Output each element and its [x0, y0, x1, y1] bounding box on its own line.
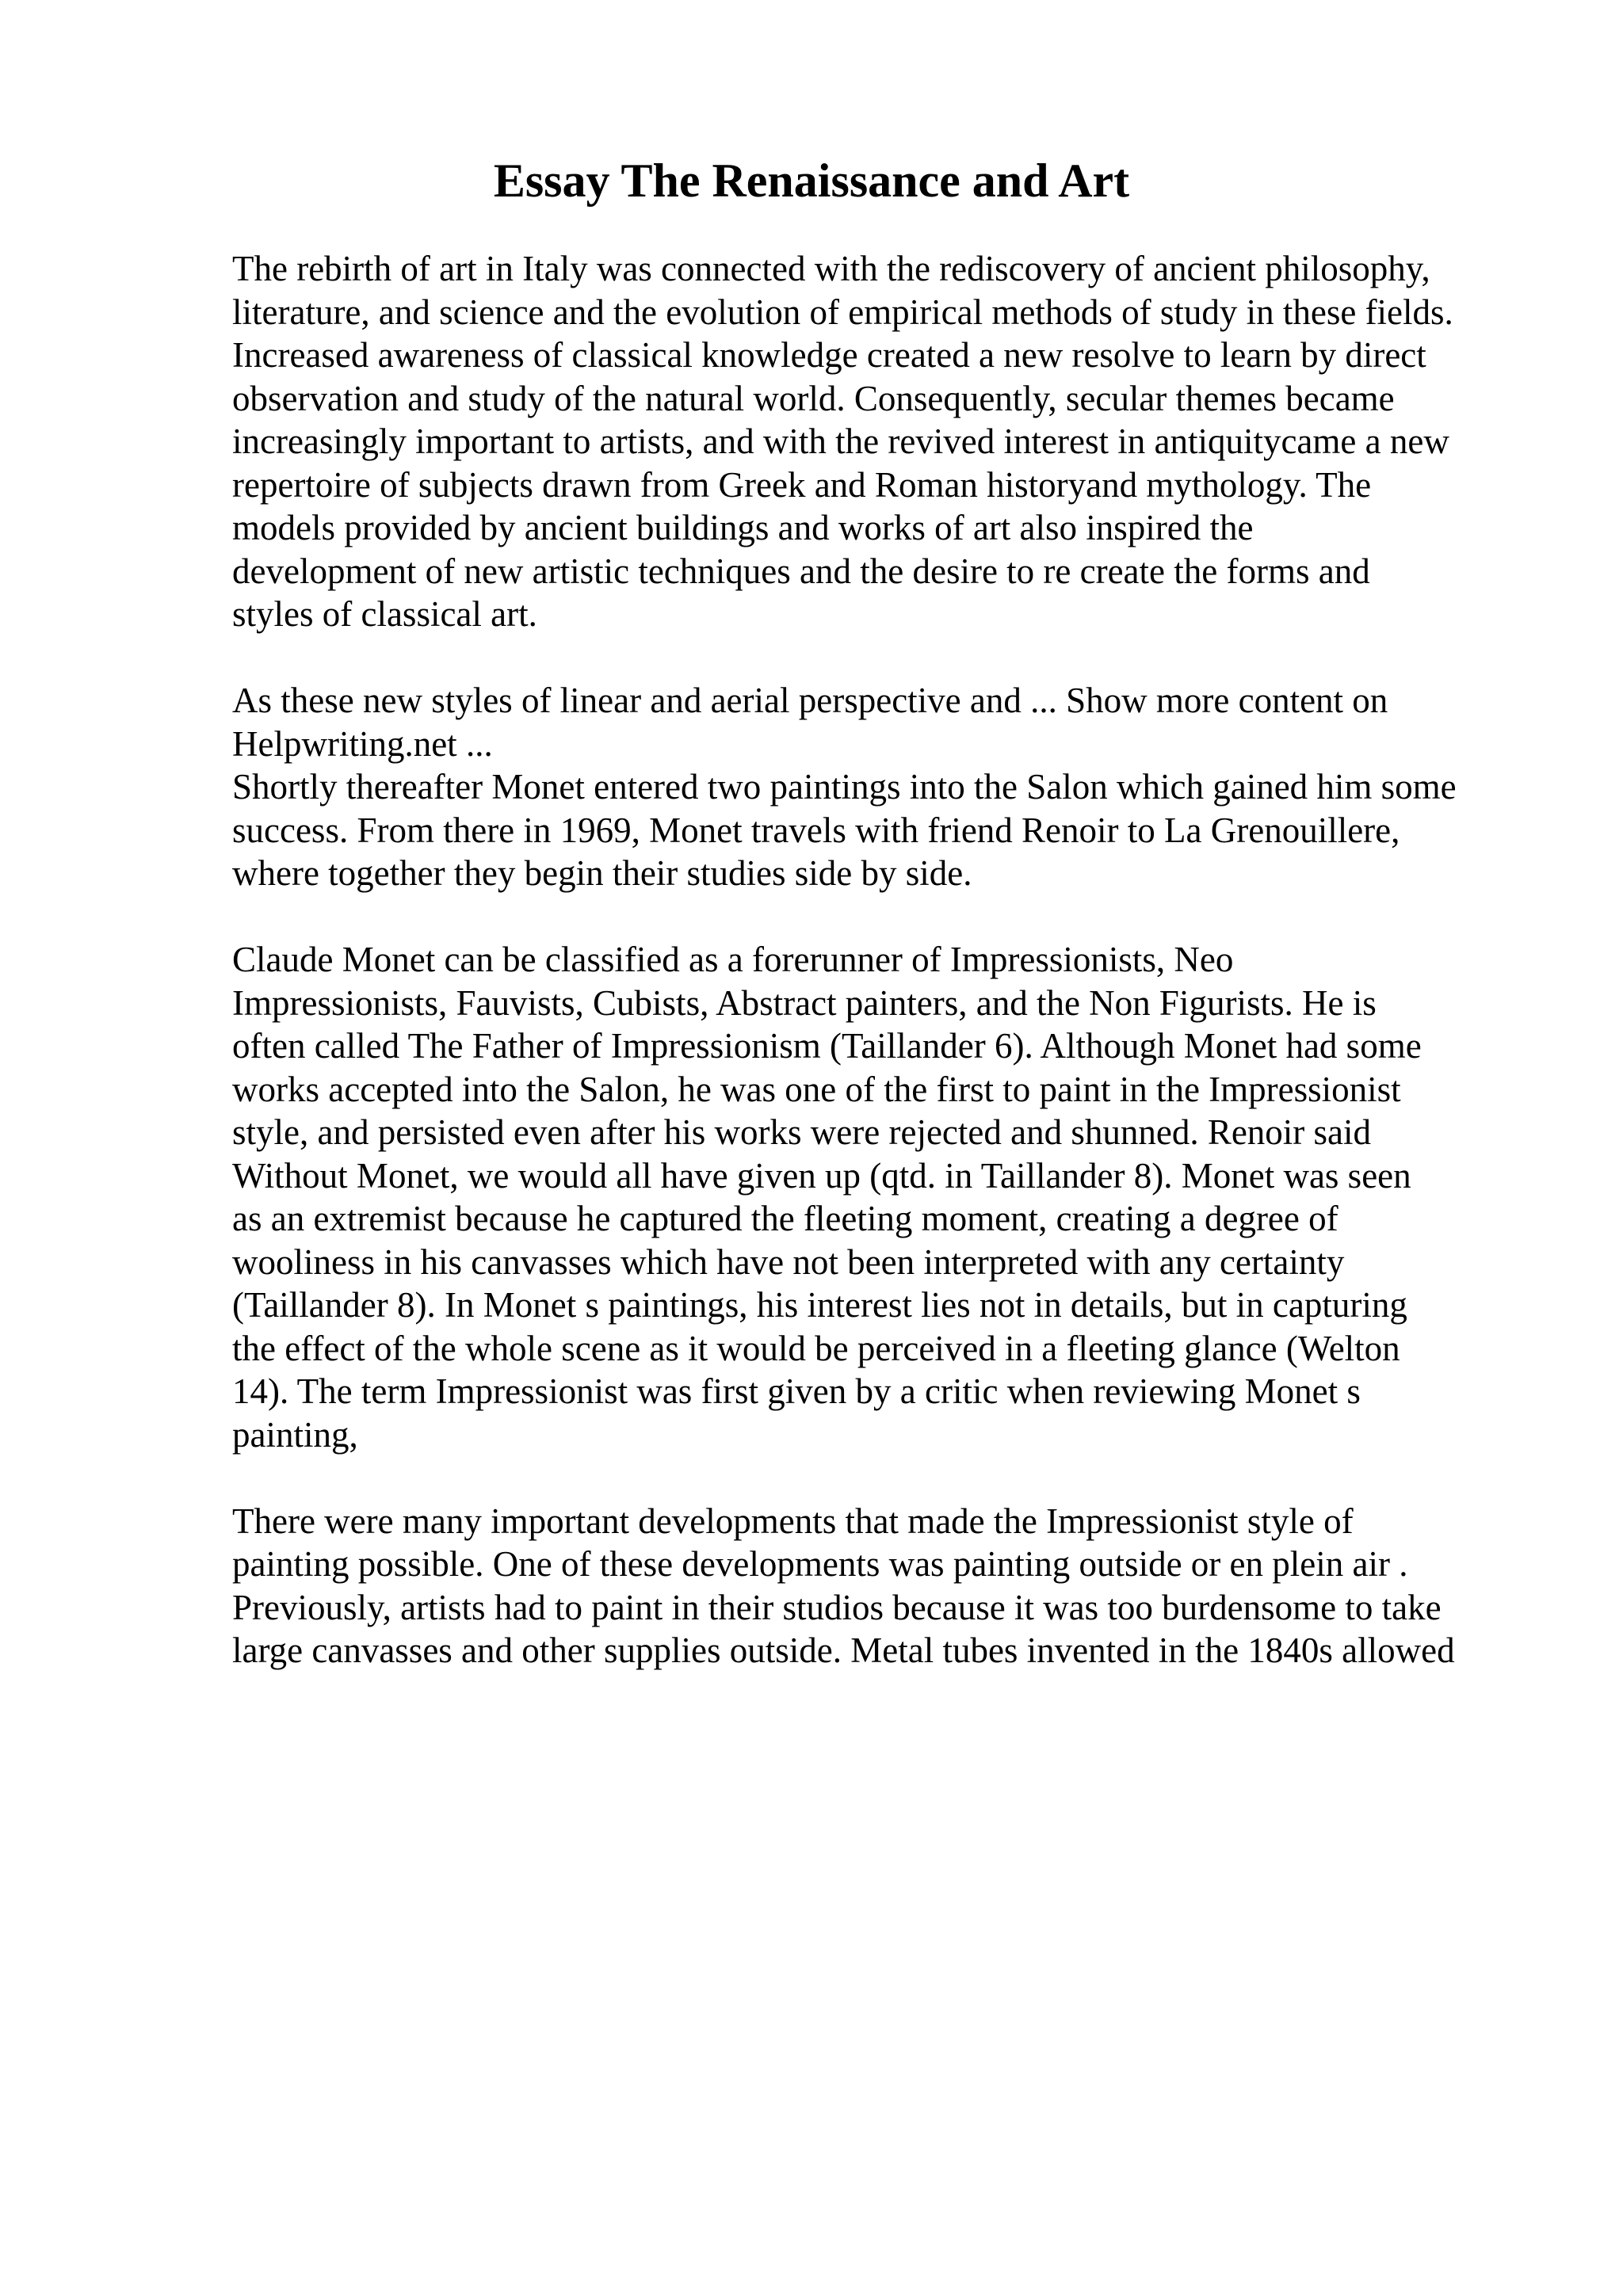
text-line: styles of classical art. — [232, 594, 537, 634]
text-line: 14). The term Impressionist was first given by a critic when reviewing Monet s — [232, 1371, 1361, 1411]
text-line: often called The Father of Impressionism (Taillander 6). Although Monet had some — [232, 1026, 1422, 1066]
page-title: Essay The Renaissance and Art — [493, 154, 1130, 207]
paragraph-monet — [232, 938, 1595, 1456]
paragraph-show-more — [232, 679, 1595, 895]
paragraph-developments — [232, 1500, 1595, 1672]
text-line: success. From there in 1969, Monet travels with friend Renoir to La Grenouillere, — [232, 810, 1400, 850]
paragraph-renaissance — [232, 247, 1595, 636]
text-line: Claude Monet can be classified as a forerunner of Impressionists, Neo — [232, 940, 1234, 979]
text-line: Shortly thereafter Monet entered two paintings into the Salon which gained him some — [232, 767, 1457, 807]
text-line: (Taillander 8). In Monet s paintings, his interest lies not in details, but in capturing — [232, 1285, 1407, 1325]
text-line: There were many important developments that made the Impressionist style of — [232, 1501, 1354, 1541]
text-line: style, and persisted even after his works were rejected and shunned. Renoir said — [232, 1112, 1372, 1152]
text-line: Helpwriting.net ... — [232, 723, 493, 764]
text-line: works accepted into the Salon, he was one of the first to paint in the Impressionist — [232, 1069, 1401, 1109]
text-line: painting, — [232, 1414, 358, 1455]
document-body — [232, 247, 1595, 1672]
text-line: As these new styles of linear and aerial perspective and ... Show more content on — [232, 681, 1388, 720]
text-line: painting possible. One of these developments was painting outside or en plein air . — [232, 1544, 1408, 1584]
text-line: literature, and science and the evolution of empirical methods of study in these fields. — [232, 292, 1453, 332]
text-line: models provided by ancient buildings and works of art also inspired the — [232, 508, 1254, 547]
text-line: The rebirth of art in Italy was connected with the rediscovery of ancient philosophy, — [232, 249, 1430, 288]
text-line: where together they begin their studies side by side. — [232, 853, 972, 893]
text-line: increasingly important to artists, and with the revived interest in antiquitycame a new — [232, 421, 1449, 461]
text-line: as an extremist because he captured the fleeting moment, creating a degree of — [232, 1199, 1338, 1238]
text-line: large canvasses and other supplies outside. Metal tubes invented in the 1840s allowed — [232, 1630, 1455, 1670]
text-line: the effect of the whole scene as it would be perceived in a fleeting glance (Welton — [232, 1328, 1400, 1368]
text-line: Impressionists, Fauvists, Cubists, Abstract painters, and the Non Figurists. He is — [232, 982, 1377, 1023]
text-line: development of new artistic techniques and the desire to re create the forms and — [232, 551, 1370, 591]
paragraph-spacer — [232, 895, 1595, 939]
text-line: Increased awareness of classical knowledge created a new resolve to learn by direct — [232, 335, 1426, 375]
paragraph-spacer — [232, 1456, 1595, 1500]
text-line: repertoire of subjects drawn from Greek and Roman historyand mythology. The — [232, 464, 1372, 505]
paragraph-spacer — [232, 636, 1595, 680]
text-line: Without Monet, we would all have given up (qtd. in Taillander 8). Monet was seen — [232, 1155, 1411, 1196]
text-line: observation and study of the natural world. Consequently, secular themes became — [232, 378, 1395, 418]
text-line: Previously, artists had to paint in their studios because it was too burdensome to take — [232, 1587, 1442, 1627]
text-line: wooliness in his canvasses which have not been interpreted with any certainty — [232, 1241, 1345, 1282]
